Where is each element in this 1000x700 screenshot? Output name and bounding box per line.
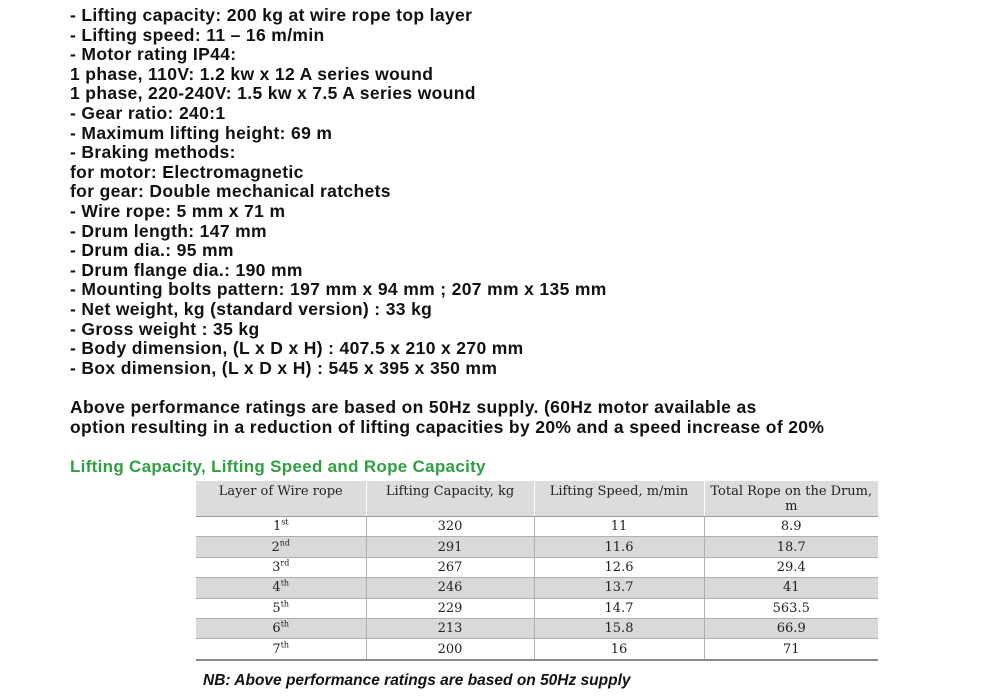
rope-cell: 563.5 bbox=[704, 598, 878, 618]
spec-line: - Gear ratio: 240:1 bbox=[70, 102, 226, 123]
layer-cell bbox=[196, 537, 366, 557]
layer-cell bbox=[196, 618, 366, 638]
spec-line: - Drum length: 147 mm bbox=[70, 220, 267, 241]
layer-number: 4 bbox=[272, 580, 281, 596]
layer-number: 7 bbox=[272, 641, 281, 657]
layer-cell bbox=[196, 639, 366, 660]
spec-line: - Wire rope: 5 mm x 71 m bbox=[70, 200, 286, 221]
ordinal-suffix: th bbox=[280, 579, 290, 589]
table-row bbox=[196, 517, 878, 537]
layer-number: 5 bbox=[272, 600, 281, 616]
capacity-cell: 267 bbox=[366, 557, 534, 577]
ordinal-suffix: st bbox=[281, 517, 289, 527]
spec-line: for gear: Double mechanical ratchets bbox=[70, 181, 391, 202]
speed-cell: 16 bbox=[534, 639, 704, 660]
header-layer: Layer of Wire rope bbox=[196, 481, 366, 517]
header-speed: Lifting Speed, m/min bbox=[534, 481, 704, 517]
table-row bbox=[196, 639, 878, 660]
ordinal-suffix: th bbox=[280, 619, 290, 629]
spec-line: - Braking methods: bbox=[70, 142, 236, 163]
speed-cell: 12.6 bbox=[534, 557, 704, 577]
speed-cell: 13.7 bbox=[534, 578, 704, 598]
rope-cell: 18.7 bbox=[704, 537, 878, 557]
performance-note bbox=[70, 398, 990, 437]
table-row bbox=[196, 557, 878, 577]
spec-line: - Gross weight : 35 kg bbox=[70, 318, 260, 339]
spec-line: - Body dimension, (L x D x H) : 407.5 x 210 x 270 mm bbox=[70, 338, 524, 359]
speed-cell: 14.7 bbox=[534, 598, 704, 618]
ordinal-suffix: th bbox=[280, 640, 290, 650]
layer-number: 6 bbox=[272, 621, 281, 637]
rope-cell: 66.9 bbox=[704, 618, 878, 638]
header-capacity: Lifting Capacity, kg bbox=[366, 481, 534, 517]
ordinal-suffix: rd bbox=[280, 558, 290, 568]
spec-line: - Drum flange dia.: 190 mm bbox=[70, 259, 303, 280]
spec-line: 1 phase, 110V: 1.2 kw x 12 A series wound bbox=[70, 63, 434, 84]
layer-number: 3 bbox=[272, 559, 281, 575]
capacity-cell: 229 bbox=[366, 598, 534, 618]
spec-line: - Box dimension, (L x D x H) : 545 x 395 x 350 mm bbox=[70, 357, 498, 378]
spec-line: - Motor rating IP44: bbox=[70, 44, 237, 65]
layer-number: 1 bbox=[272, 519, 282, 535]
table-header-row bbox=[196, 481, 878, 517]
performance-note-line: Above performance ratings are based on 50Hz supply. (60Hz motor available as bbox=[70, 397, 757, 417]
layer-cell bbox=[196, 557, 366, 577]
layer-cell bbox=[196, 517, 366, 537]
rope-cell: 41 bbox=[704, 578, 878, 598]
table-row bbox=[196, 537, 878, 557]
layer-number: 2 bbox=[271, 539, 280, 555]
ordinal-suffix: nd bbox=[279, 538, 291, 548]
table-row bbox=[196, 618, 878, 638]
capacity-cell: 246 bbox=[366, 578, 534, 598]
rope-cell: 8.9 bbox=[704, 517, 878, 537]
spec-line: - Mounting bolts pattern: 197 mm x 94 mm ; 207 mm x 135 mm bbox=[70, 279, 607, 300]
rope-cell: 29.4 bbox=[704, 557, 878, 577]
spec-line: 1 phase, 220-240V: 1.5 kw x 7.5 A series wound bbox=[70, 83, 476, 104]
rope-cell: 71 bbox=[704, 639, 878, 660]
ordinal-suffix: th bbox=[280, 599, 290, 609]
spec-line: - Lifting speed: 11 – 16 m/min bbox=[70, 24, 325, 45]
header-rope: Total Rope on the Drum, m bbox=[704, 481, 878, 517]
specifications-list bbox=[70, 6, 970, 378]
spec-line: - Maximum lifting height: 69 m bbox=[70, 122, 333, 143]
capacity-cell: 320 bbox=[366, 517, 534, 537]
layer-cell bbox=[196, 598, 366, 618]
spec-line: - Lifting capacity: 200 kg at wire rope top layer bbox=[70, 5, 473, 25]
speed-cell: 15.8 bbox=[534, 618, 704, 638]
spec-line: for motor: Electromagnetic bbox=[70, 161, 304, 182]
speed-cell: 11.6 bbox=[534, 537, 704, 557]
spec-line: - Drum dia.: 95 mm bbox=[70, 240, 234, 261]
rope-capacity-table bbox=[196, 481, 878, 661]
capacity-cell: 200 bbox=[366, 639, 534, 660]
performance-note-line: option resulting in a reduction of lifting capacities by 20% and a speed increase of 20% bbox=[70, 416, 825, 437]
table-row bbox=[196, 598, 878, 618]
table-title: Lifting Capacity, Lifting Speed and Rope Capacity bbox=[70, 457, 486, 476]
capacity-cell: 213 bbox=[366, 618, 534, 638]
layer-cell bbox=[196, 578, 366, 598]
table-row bbox=[196, 578, 878, 598]
speed-cell: 11 bbox=[534, 517, 704, 537]
spec-line: - Net weight, kg (standard version) : 33 kg bbox=[70, 298, 433, 319]
footnote: NB: Above performance ratings are based on 50Hz supply bbox=[203, 672, 631, 689]
capacity-cell: 291 bbox=[366, 537, 534, 557]
